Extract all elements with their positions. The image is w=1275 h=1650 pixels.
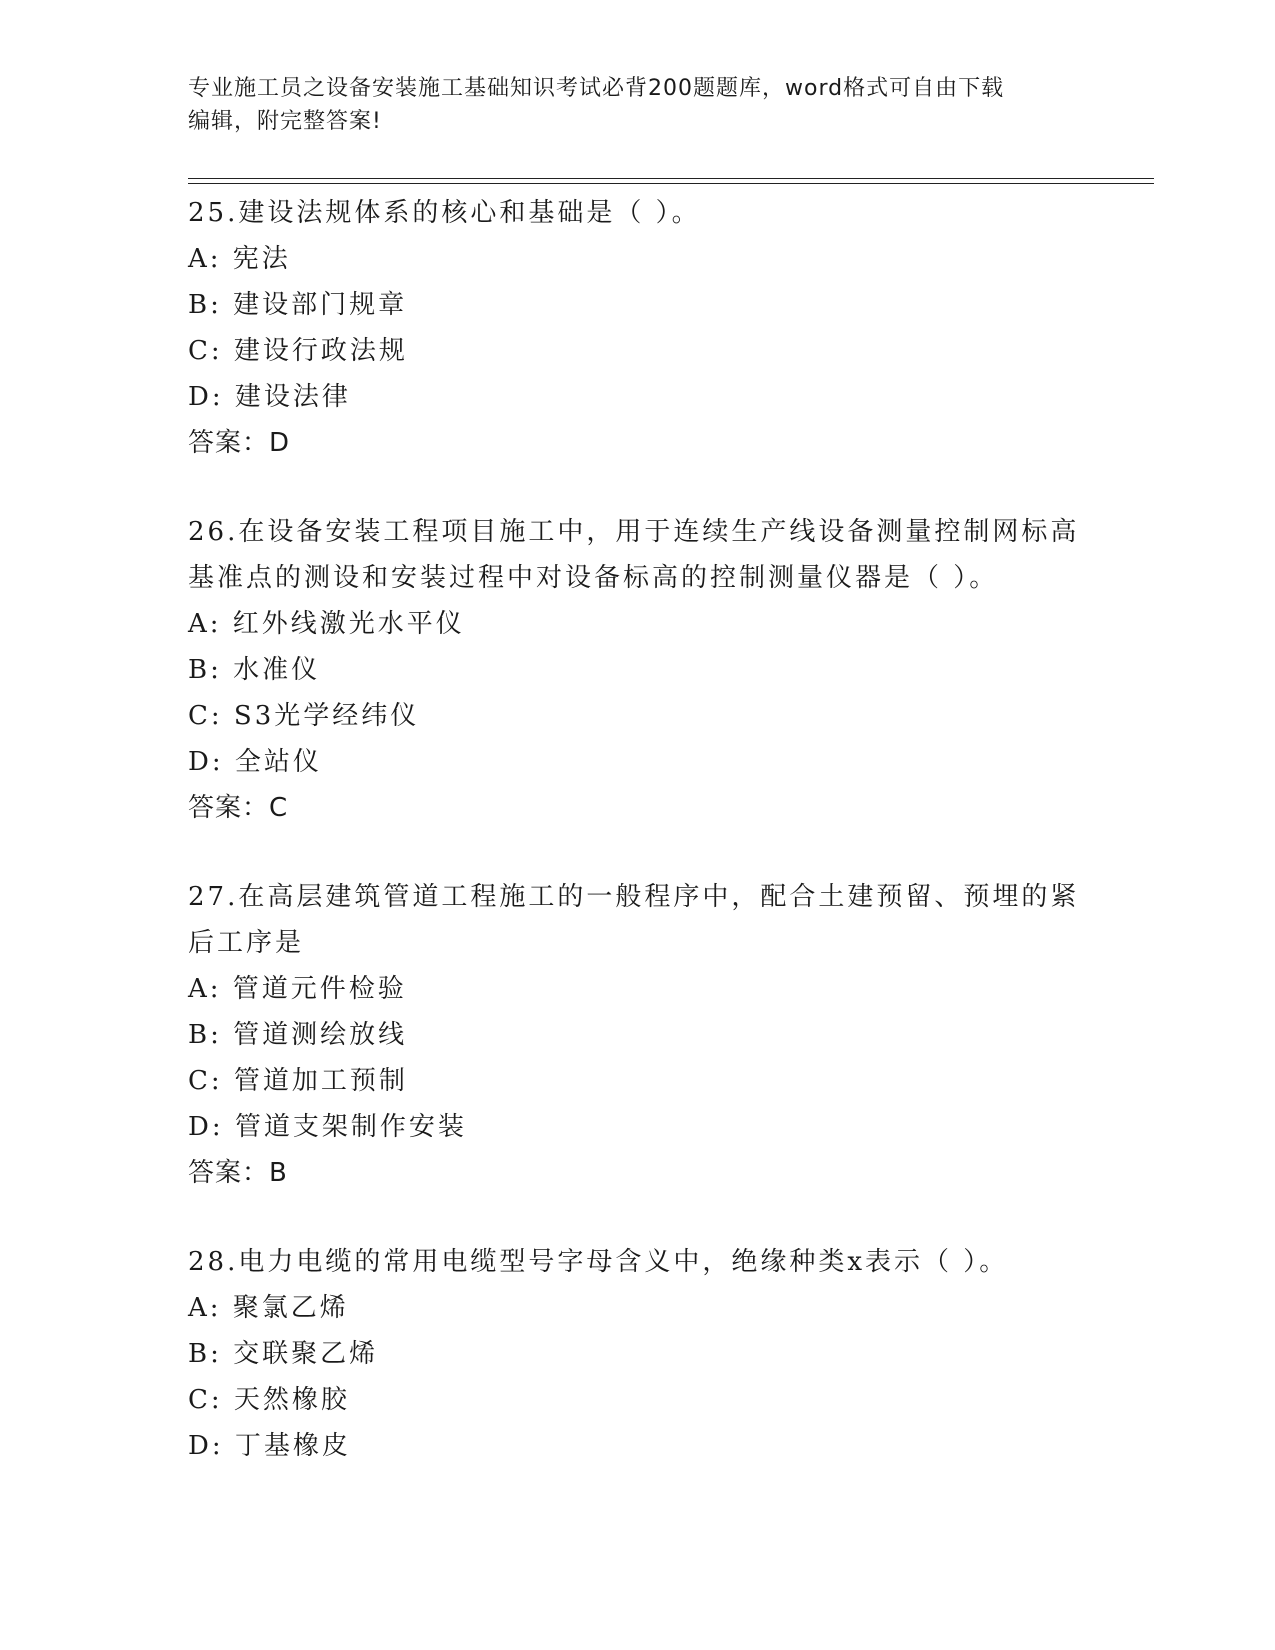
answer: 答案：D (188, 428, 291, 458)
question-26 (188, 509, 1088, 831)
option-b: B: 水准仪 (188, 655, 321, 685)
option-b: B: 建设部门规章 (188, 290, 408, 320)
question-stem: 28.电力电缆的常用电缆型号字母含义中，绝缘种类x表示（ ）。 (188, 1247, 1009, 1277)
question-stem: 25.建设法规体系的核心和基础是（ ）。 (188, 198, 701, 228)
question-gap (188, 1196, 1088, 1239)
option-d: D: 管道支架制作安装 (188, 1112, 467, 1142)
header-divider-bottom (188, 183, 1154, 184)
option-a: A: 聚氯乙烯 (188, 1293, 349, 1323)
question-list (188, 190, 1088, 1469)
header-line-1: 专业施工员之设备安装施工基础知识考试必背200题题库，word格式可自由下载 (188, 76, 1005, 101)
question-25 (188, 190, 1088, 466)
document-header (188, 72, 1088, 138)
option-c: C: S3光学经纬仪 (188, 701, 420, 731)
question-gap (188, 831, 1088, 874)
option-c: C: 建设行政法规 (188, 336, 408, 366)
option-b: B: 交联聚乙烯 (188, 1339, 379, 1369)
option-d: D: 丁基橡皮 (188, 1431, 351, 1461)
option-d: D: 建设法律 (188, 382, 351, 412)
question-stem-line-1: 26.在设备安装工程项目施工中，用于连续生产线设备测量控制网标高 (188, 517, 1080, 547)
question-stem-line-2: 后工序是 (188, 928, 305, 958)
option-a: A: 红外线激光水平仪 (188, 609, 465, 639)
answer: 答案：B (188, 1158, 288, 1188)
option-d: D: 全站仪 (188, 747, 322, 777)
option-c: C: 天然橡胶 (188, 1385, 350, 1415)
question-28 (188, 1239, 1088, 1469)
answer: 答案：C (188, 793, 289, 823)
option-a: A: 管道元件检验 (188, 974, 407, 1004)
question-gap (188, 466, 1088, 509)
option-b: B: 管道测绘放线 (188, 1020, 408, 1050)
question-stem-line-2: 基准点的测设和安装过程中对设备标高的控制测量仪器是（ ）。 (188, 563, 999, 593)
question-stem-line-1: 27.在高层建筑管道工程施工的一般程序中，配合土建预留、预埋的紧 (188, 882, 1080, 912)
question-27 (188, 874, 1088, 1196)
header-divider-top (188, 178, 1154, 179)
header-line-2: 编辑，附完整答案! (188, 109, 382, 134)
option-c: C: 管道加工预制 (188, 1066, 408, 1096)
option-a: A: 宪法 (188, 244, 291, 274)
